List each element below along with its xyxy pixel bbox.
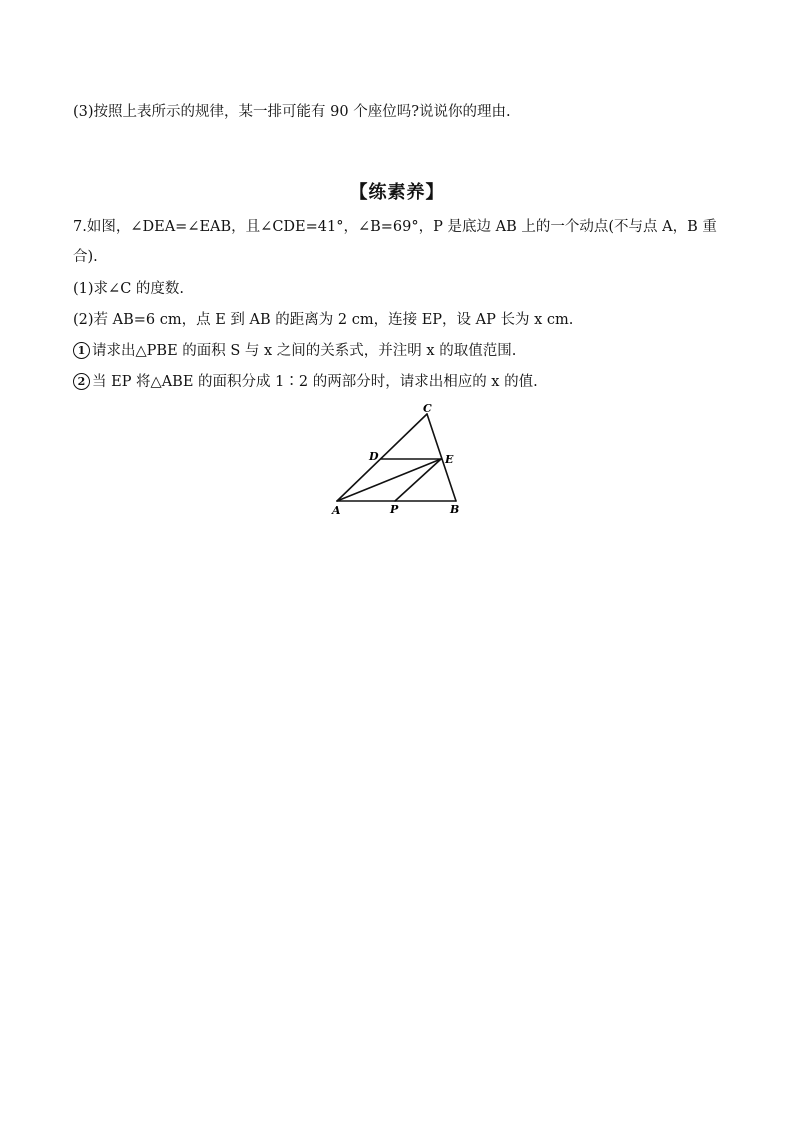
subpart-2-text: 当 EP 将△ABE 的面积分成 1∶2 的两部分时，请求出相应的 x 的值. [92, 374, 538, 390]
problem-7-part-2: (2)若 AB=6 cm，点 E 到 AB 的距离为 2 cm，连接 EP，设 AP 长为 x cm. [73, 312, 574, 328]
label-A: A [332, 504, 341, 517]
section-heading: 【练素养】 [349, 182, 445, 203]
label-E: E [445, 453, 454, 466]
problem-7-stem-line-1: 7.如图，∠DEA=∠EAB，且∠CDE=41°，∠B=69°，P 是底边 AB 上的一个动点(不与点 A，B 重 [73, 219, 717, 235]
segment-AC [337, 414, 427, 501]
label-B: B [450, 503, 460, 516]
subpart-1-text: 请求出△PBE 的面积 S 与 x 之间的关系式，并注明 x 的取值范围. [92, 343, 517, 359]
problem-7-stem-line-2: 合). [73, 249, 98, 265]
label-D: D [369, 450, 379, 463]
label-P: P [390, 503, 399, 516]
geometry-figure [320, 398, 480, 522]
segment-AE [337, 459, 441, 501]
question-3-text: (3)按照上表所示的规律，某一排可能有 90 个座位吗?说说你的理由. [73, 104, 511, 120]
circled-number-1: 1 [73, 342, 90, 359]
circled-number-2: 2 [73, 373, 90, 390]
problem-7-subpart-2 [73, 372, 538, 392]
segment-PE [395, 459, 441, 501]
problem-7-subpart-1 [73, 341, 516, 361]
label-C: C [423, 402, 432, 415]
problem-7-part-1: (1)求∠C 的度数. [73, 281, 185, 297]
